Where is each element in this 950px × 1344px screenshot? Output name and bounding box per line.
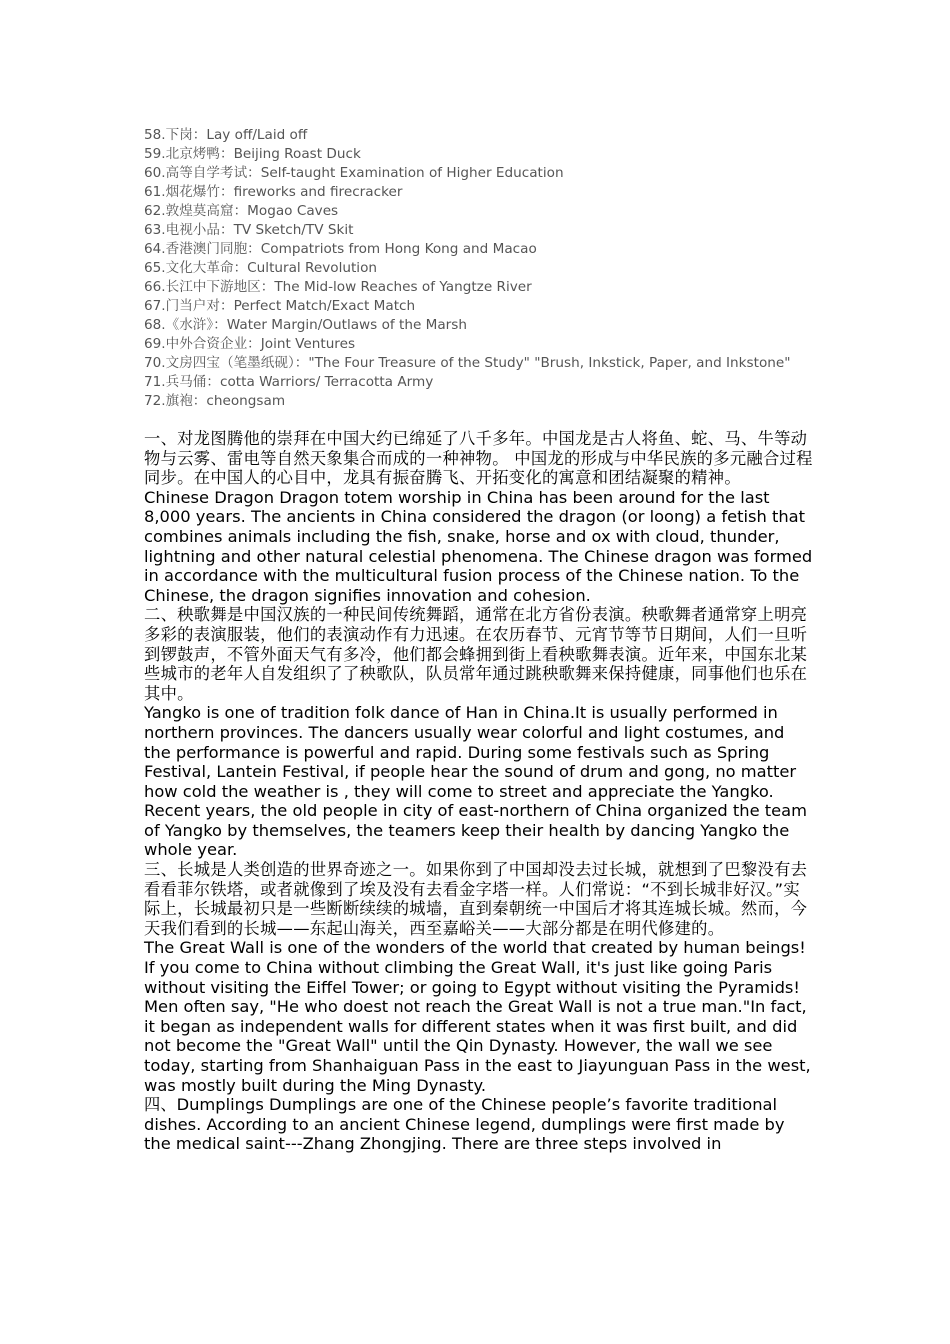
vocab-item: 60.高等自学考试：Self-taught Examination of Higher Education: [144, 165, 564, 181]
vocab-item: 70.文房四宝（笔墨纸砚）："The Four Treasure of the Study" "Brush, Inkstick, Paper, and Inkstone": [144, 355, 791, 371]
vocab-item: 71.兵马俑：cotta Warriors/ Terracotta Army: [144, 374, 434, 390]
vocab-item: 59.北京烤鸭：Beijing Roast Duck: [144, 146, 361, 162]
vocab-item: 67.门当户对：Perfect Match/Exact Match: [144, 298, 416, 314]
passage-2-english: Yangko is one of tradition folk dance of Han in China.It is usually performed in northern provinces. The dancers usually wear colorful and light costumes, and the performance is powerful and rapid. During some festivals such as Spring Festival, Lantein Festival, if people hear the sound of drum and gong, no matter how cold the weather is , they will come to street and appreciate the Yangko. Recent years, the old people in city of east-northern of China organized the team of Yangko by themselves, the teamers keep their health by dancing Yangko the whole year.: [144, 703, 808, 860]
vocab-item: 69.中外合资企业：Joint Ventures: [144, 336, 356, 352]
passage-4-english: 四、Dumplings Dumplings are one of the Chinese people’s favorite traditional dishes. According to an ancient Chinese legend, dumplings were first made by the medical saint---Zhang Zhongjing. There are three steps involved in: [144, 1095, 785, 1154]
document-page: [144, 126, 814, 1154]
vocab-item: 64.香港澳门同胞：Compatriots from Hong Kong and Macao: [144, 241, 537, 257]
vocab-item: 63.电视小品：TV Sketch/TV Skit: [144, 222, 354, 238]
passages-section: [144, 429, 814, 1154]
vocab-item: 68.《水浒》：Water Margin/Outlaws of the Marsh: [144, 317, 467, 333]
passage-1-chinese: 一、对龙图腾他的崇拜在中国大约已绵延了八千多年。中国龙是古人将鱼、蛇、马、牛等动物与云雾、雷电等自然天象集合而成的一种神物。 中国龙的形成与中华民族的多元融合过程同步。在中国人的心目中，龙具有振奋腾飞、开拓变化的寓意和团结凝聚的精神。: [144, 429, 813, 488]
passage-1-english: Chinese Dragon Dragon totem worship in China has been around for the last 8,000 years. The ancients in China considered the dragon (or loong) a fetish that combines animals including the fish, snake, horse and ox with cloud, thunder, lightning and other natural celestial phenomena. The Chinese dragon was formed in accordance with the multicultural fusion process of the Chinese nation. To the Chinese, the dragon signifies innovation and cohesion.: [144, 487, 813, 605]
vocab-item: 61.烟花爆竹：fireworks and firecracker: [144, 184, 403, 200]
passage-3-english: The Great Wall is one of the wonders of the world that created by human beings! If you come to China without climbing the Great Wall, it's just like going Paris without visiting the Eiffel Tower; or going to Egypt without visiting the Pyramids! Men often say, "He who doest not reach the Great Wall is not a true man."In fact, it began as independent walls for different states when it was first built, and did not become the "Great Wall" until the Qin Dynasty. However, the wall we see today, starting from Shanhaiguan Pass in the east to Jiayunguan Pass in the west, was mostly built during the Ming Dynasty.: [144, 938, 811, 1095]
vocab-item: 58.下岗：Lay off/Laid off: [144, 127, 308, 143]
vocab-item: 65.文化大革命：Cultural Revolution: [144, 260, 378, 276]
vocabulary-list: [144, 126, 814, 411]
vocab-item: 72.旗袍：cheongsam: [144, 393, 286, 409]
vocab-item: 62.敦煌莫高窟：Mogao Caves: [144, 203, 339, 219]
passage-3-chinese: 三、长城是人类创造的世界奇迹之一。如果你到了中国却没去过长城，就想到了巴黎没有去看看菲尔铁塔，或者就像到了埃及没有去看金字塔一样。人们常说：“不到长城非好汉。”实际上，长城最初只是一些断断续续的城墙，直到秦朝统一中国后才将其连城长城。然而，今天我们看到的长城——东起山海关，西至嘉峪关——大部分都是在明代修建的。: [144, 860, 808, 938]
vocab-item: 66.长江中下游地区：The Mid-low Reaches of Yangtze River: [144, 279, 532, 295]
passage-2-chinese: 二、秧歌舞是中国汉族的一种民间传统舞蹈，通常在北方省份表演。秧歌舞者通常穿上明亮多彩的表演服装，他们的表演动作有力迅速。在农历春节、元宵节等节日期间，人们一旦听到锣鼓声，不管外面天气有多冷，他们都会蜂拥到街上看秧歌舞表演。近年来，中国东北某些城市的老年人自发组织了了秧歌队，队员常年通过跳秧歌舞来保持健康，同事他们也乐在其中。: [144, 605, 808, 703]
